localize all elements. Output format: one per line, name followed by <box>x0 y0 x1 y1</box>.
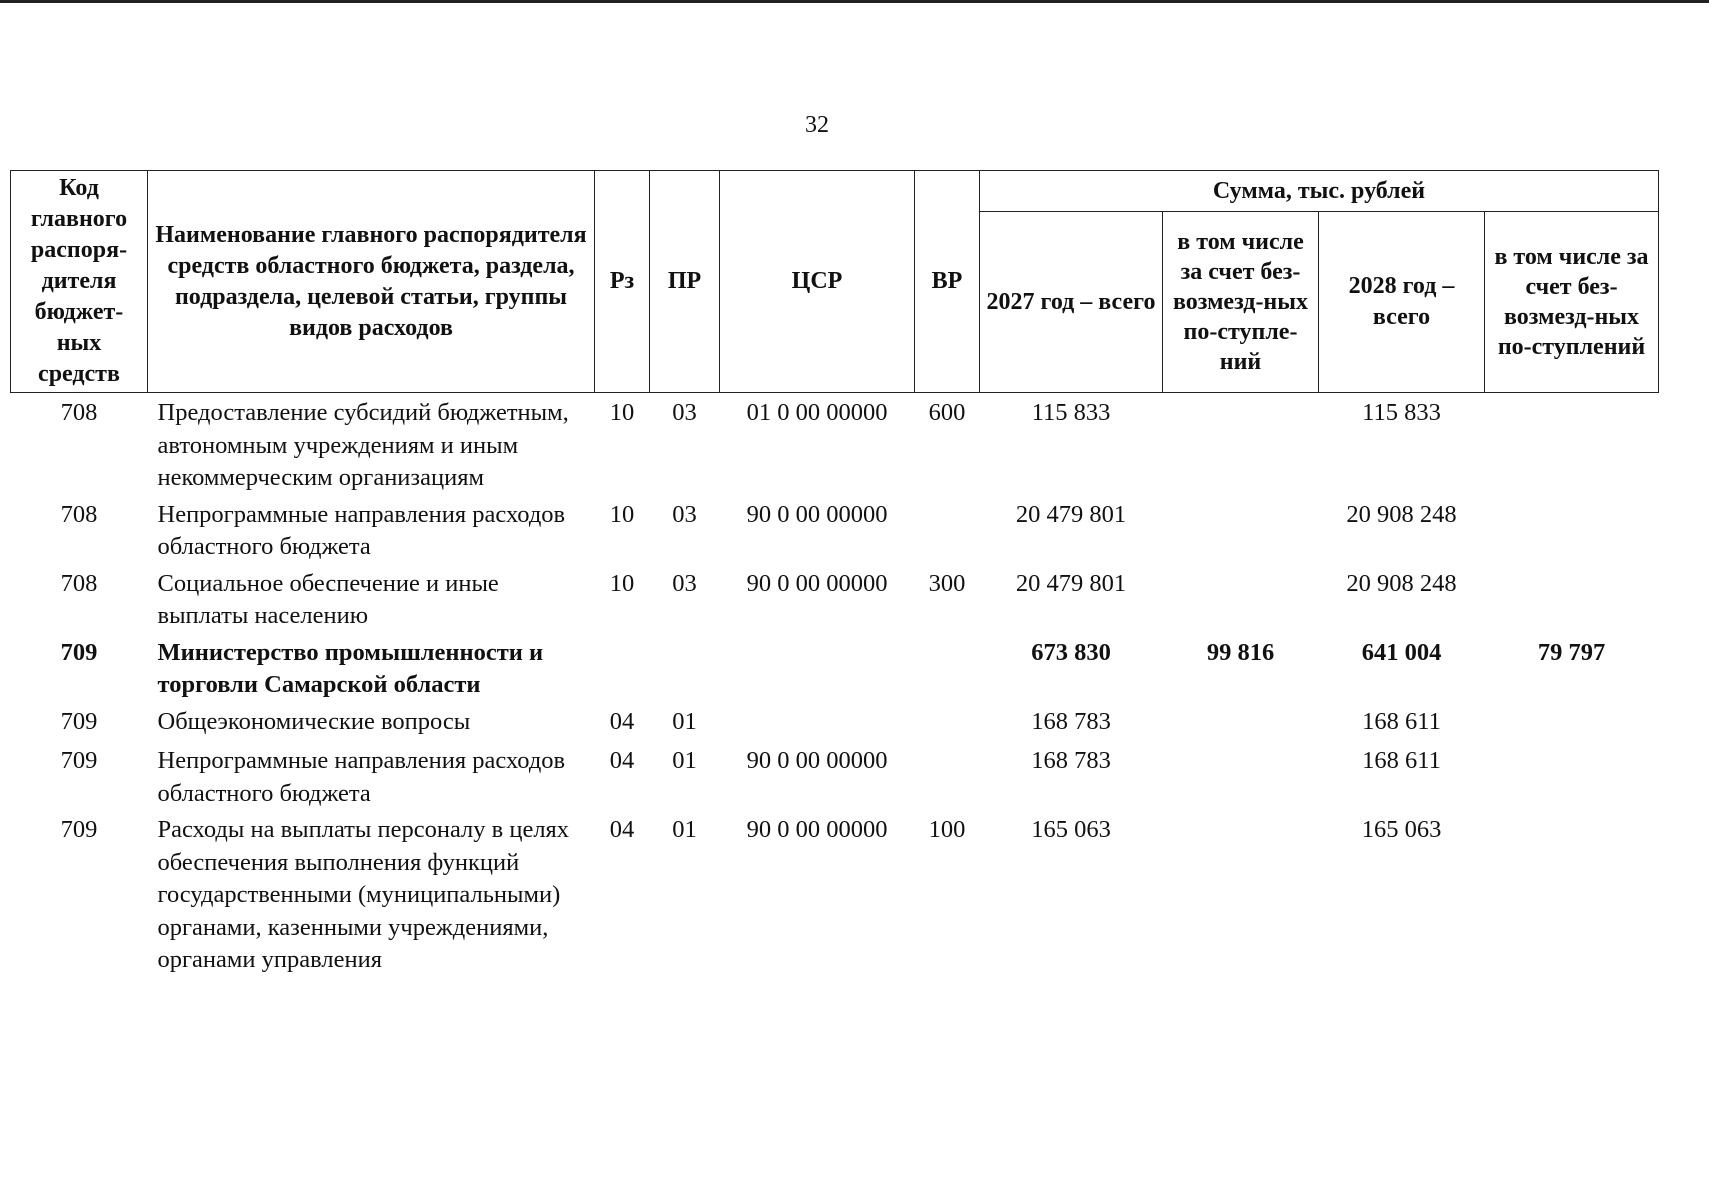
cell-vr <box>915 738 980 810</box>
header-free-2027: в том числе за счет без-возмезд-ных по-ступле-ний <box>1163 212 1319 393</box>
header-total-2027: 2027 год – всего <box>980 212 1163 393</box>
cell-csr <box>720 702 915 739</box>
cell-total-2027: 20 479 801 <box>1015 500 1127 528</box>
cell-name: Общеэкономические вопросы <box>157 707 471 735</box>
cell-rz: 10 <box>609 500 635 528</box>
table-row <box>11 702 1659 739</box>
cell-free-2028 <box>1485 702 1659 739</box>
cell-code: 708 <box>60 500 98 528</box>
cell-rz: 04 <box>609 816 635 843</box>
top-border-line <box>0 0 1709 3</box>
cell-pr: 01 <box>672 747 697 774</box>
cell-total-2028: 641 004 <box>1361 638 1442 666</box>
cell-code: 708 <box>60 569 98 597</box>
cell-csr: 90 0 00 00000 <box>746 569 888 597</box>
cell-vr <box>915 495 980 564</box>
table-row <box>11 633 1659 702</box>
cell-free-2028 <box>1485 495 1659 564</box>
cell-pr: 03 <box>672 399 697 426</box>
cell-total-2028: 168 611 <box>1362 707 1441 735</box>
cell-total-2028: 20 908 248 <box>1346 500 1457 528</box>
cell-rz: 10 <box>609 569 635 597</box>
cell-name: Предоставление субсидий бюджетным, автономным учреждениям и иным некоммерческим организациям <box>157 399 569 491</box>
cell-free-2027 <box>1163 393 1319 495</box>
cell-vr: 300 <box>928 569 966 597</box>
cell-csr <box>720 633 915 702</box>
cell-total-2027: 20 479 801 <box>1015 569 1127 597</box>
cell-total-2027: 168 783 <box>1031 747 1111 774</box>
header-total-2028: 2028 год – всего <box>1319 212 1485 393</box>
cell-vr: 600 <box>928 399 966 426</box>
cell-code: 709 <box>60 638 98 666</box>
cell-free-2028 <box>1485 393 1659 495</box>
cell-name: Расходы на выплаты персоналу в целях обеспечения выполнения функций государственными (муниципальными) органами, казенными учреждениями, органами управления <box>157 816 570 973</box>
cell-free-2028 <box>1485 810 1659 977</box>
header-summa: Сумма, тыс. рублей <box>980 171 1659 212</box>
cell-total-2028: 168 611 <box>1362 747 1441 774</box>
cell-total-2027: 165 063 <box>1031 816 1111 843</box>
cell-name: Социальное обеспечение и иные выплаты населению <box>157 569 499 629</box>
cell-total-2027: 168 783 <box>1031 707 1111 735</box>
cell-free-2027 <box>1163 495 1319 564</box>
table-body <box>11 393 1659 977</box>
cell-rz <box>595 633 650 702</box>
cell-pr <box>650 633 720 702</box>
header-rz: Рз <box>595 171 650 393</box>
cell-free-2028: 79 797 <box>1537 638 1606 666</box>
cell-code: 709 <box>60 747 98 774</box>
cell-pr: 03 <box>672 569 697 597</box>
cell-rz: 10 <box>609 399 635 426</box>
cell-free-2027 <box>1163 702 1319 739</box>
table-row <box>11 564 1659 633</box>
cell-name: Министерство промышленности и торговли Самарской области <box>157 638 544 698</box>
budget-table <box>10 170 1659 977</box>
cell-free-2027 <box>1163 564 1319 633</box>
cell-csr: 90 0 00 00000 <box>746 500 888 528</box>
cell-total-2027: 673 830 <box>1031 638 1111 666</box>
cell-code: 709 <box>60 816 98 843</box>
cell-code: 708 <box>60 399 98 426</box>
cell-free-2028 <box>1485 738 1659 810</box>
cell-rz: 04 <box>609 747 635 774</box>
table-row <box>11 810 1659 977</box>
page-number: 32 <box>805 112 829 138</box>
table-header <box>11 171 1659 393</box>
table-row <box>11 738 1659 810</box>
cell-rz: 04 <box>609 707 635 735</box>
header-vr: ВР <box>915 171 980 393</box>
table-row <box>11 495 1659 564</box>
cell-free-2027 <box>1163 738 1319 810</box>
cell-code: 709 <box>60 707 98 735</box>
header-csr: ЦСР <box>720 171 915 393</box>
cell-csr: 01 0 00 00000 <box>746 399 888 426</box>
cell-pr: 03 <box>672 500 697 528</box>
header-code: Код главного распоря-дителя бюджет-ных средств <box>11 171 148 393</box>
cell-free-2027: 99 816 <box>1206 638 1275 666</box>
table-row <box>11 393 1659 495</box>
cell-name: Непрограммные направления расходов областного бюджета <box>157 500 566 560</box>
cell-total-2028: 115 833 <box>1362 399 1441 426</box>
cell-vr: 100 <box>928 816 966 843</box>
cell-name: Непрограммные направления расходов областного бюджета <box>157 747 566 807</box>
cell-csr: 90 0 00 00000 <box>746 816 888 843</box>
cell-pr: 01 <box>672 707 697 735</box>
cell-free-2028 <box>1485 564 1659 633</box>
cell-pr: 01 <box>672 816 697 843</box>
cell-csr: 90 0 00 00000 <box>746 747 888 774</box>
cell-vr <box>915 702 980 739</box>
header-pr: ПР <box>650 171 720 393</box>
cell-total-2028: 165 063 <box>1361 816 1442 843</box>
cell-vr <box>915 633 980 702</box>
cell-total-2028: 20 908 248 <box>1346 569 1457 597</box>
cell-free-2027 <box>1163 810 1319 977</box>
header-free-2028: в том числе за счет без-возмезд-ных по-ступлений <box>1485 212 1659 393</box>
cell-total-2027: 115 833 <box>1031 399 1111 426</box>
header-name: Наименование главного распорядителя средств областного бюджета, раздела, подраздела, целевой статьи, группы видов расходов <box>148 171 595 393</box>
